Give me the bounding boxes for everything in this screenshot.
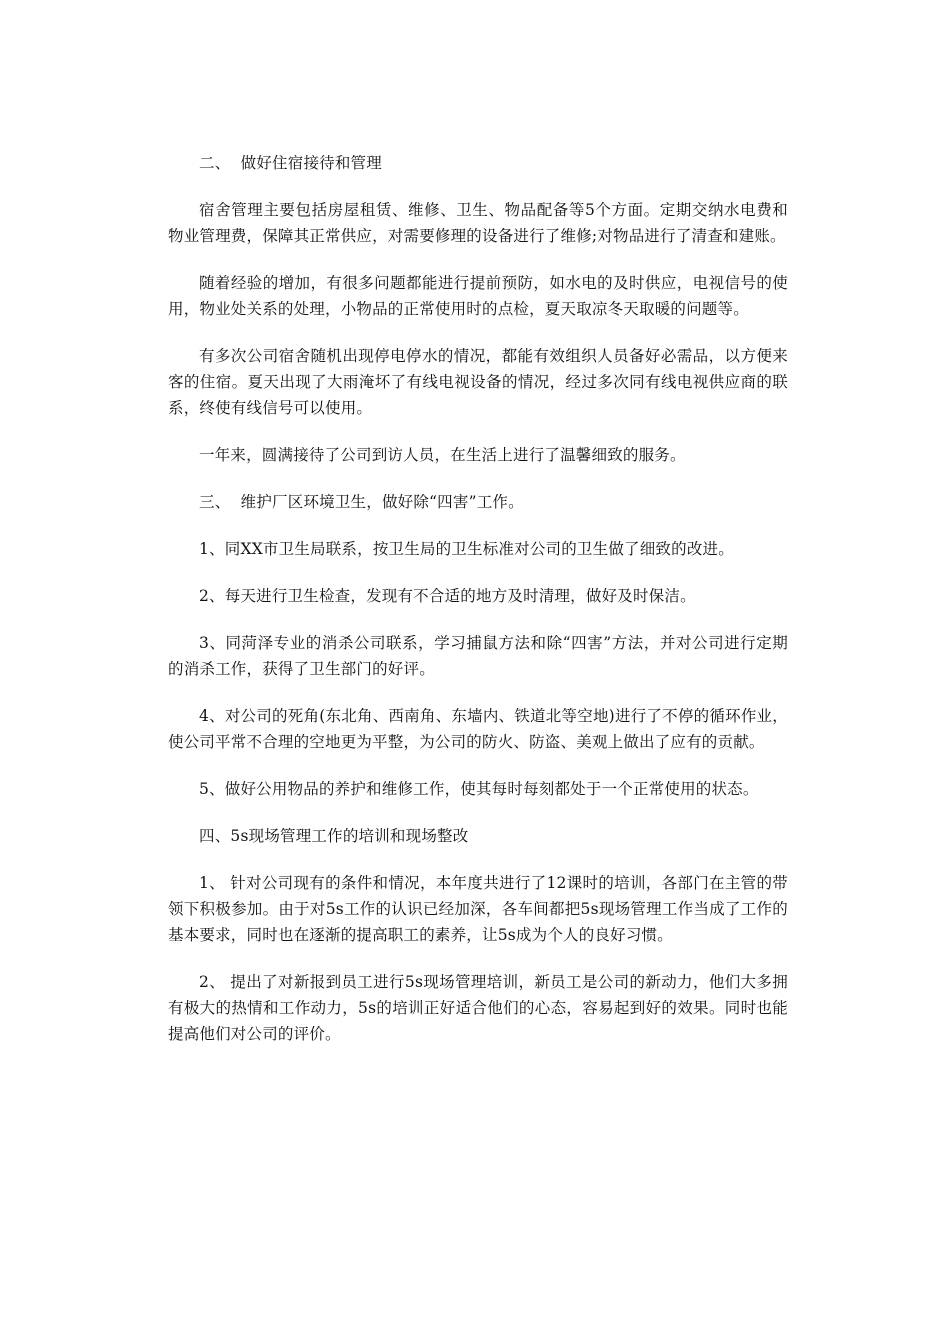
paragraph-power-outage: 有多次公司宿舍随机出现停电停水的情况，都能有效组织人员备好必需品，以方便来客的住宿。夏天出现了大雨淹坏了有线电视设备的情况，经过多次同有线电视供应商的联系，终使有线信号可以使用。 [168, 347, 788, 417]
list-item-5s-1: 1、 针对公司现有的条件和情况，本年度共进行了12课时的培训，各部门在主管的带领下积极参加。由于对5s工作的认识已经加深，各车间都把5s现场管理工作当成了工作的基本要求，同时也在逐渐的提高职工的素养，让5s成为个人的良好习惯。 [168, 874, 788, 944]
list-item-hygiene-4: 4、对公司的死角(东北角、西南角、东墙内、铁道北等空地)进行了不停的循环作业，使公司平常不合理的空地更为平整，为公司的防火、防盗、美观上做出了应有的贡献。 [168, 707, 788, 751]
list-item-hygiene-1: 1、同XX市卫生局联系，按卫生局的卫生标准对公司的卫生做了细致的改进。 [199, 540, 734, 558]
document-page [168, 150, 788, 1047]
section-heading-4: 四、5s现场管理工作的培训和现场整改 [199, 827, 469, 845]
paragraph-experience: 随着经验的增加，有很多问题都能进行提前预防，如水电的及时供应，电视信号的使用，物业处关系的处理，小物品的正常使用时的点检，夏天取凉冬天取暖的问题等。 [168, 274, 788, 318]
section-heading-3: 三、 维护厂区环境卫生，做好除“四害”工作。 [199, 493, 524, 511]
paragraph-year-summary: 一年来，圆满接待了公司到访人员，在生活上进行了温馨细致的服务。 [199, 446, 686, 464]
section-heading-2: 二、 做好住宿接待和管理 [199, 154, 382, 172]
paragraph-dorm-management: 宿舍管理主要包括房屋租赁、维修、卫生、物品配备等5个方面。定期交纳水电费和物业管理费，保障其正常供应，对需要修理的设备进行了维修;对物品进行了清查和建账。 [168, 201, 788, 245]
list-item-5s-2: 2、 提出了对新报到员工进行5s现场管理培训，新员工是公司的新动力，他们大多拥有极大的热情和工作动力，5s的培训正好适合他们的心态，容易起到好的效果。同时也能提高他们对公司的评价。 [168, 973, 788, 1043]
list-item-hygiene-5: 5、做好公用物品的养护和维修工作，使其每时每刻都处于一个正常使用的状态。 [199, 780, 759, 798]
list-item-hygiene-3: 3、同菏泽专业的消杀公司联系，学习捕鼠方法和除“四害”方法，并对公司进行定期的消杀工作，获得了卫生部门的好评。 [168, 634, 788, 678]
list-item-hygiene-2: 2、每天进行卫生检查，发现有不合适的地方及时清理，做好及时保洁。 [199, 587, 696, 605]
